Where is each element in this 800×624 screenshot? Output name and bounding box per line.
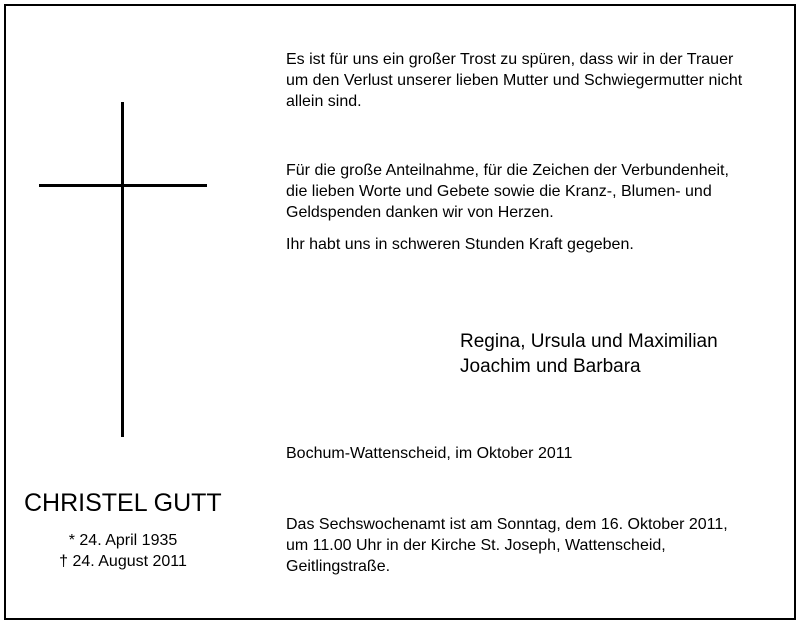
- thanks-paragraph-3: [286, 234, 634, 255]
- death-date: † 24. August 2011: [59, 553, 187, 570]
- text-line: die lieben Worte und Gebete sowie die Kranz-, Blumen- und: [286, 183, 712, 200]
- signatory-line: Joachim und Barbara: [460, 356, 641, 377]
- text-line: Für die große Anteilnahme, für die Zeichen der Verbundenheit,: [286, 162, 729, 179]
- thanks-paragraph-1: [286, 49, 742, 112]
- text-line: Es ist für uns ein großer Trost zu spüren, dass wir in der Trauer: [286, 51, 734, 68]
- cross-horizontal-beam: [39, 184, 207, 187]
- text-line: allein sind.: [286, 93, 362, 110]
- signatories: [460, 329, 718, 379]
- text-line: Ihr habt uns in schweren Stunden Kraft gegeben.: [286, 236, 634, 253]
- birth-date: * 24. April 1935: [68, 532, 178, 549]
- signatory-line: Regina, Ursula und Maximilian: [460, 331, 718, 352]
- service-notice: [286, 514, 728, 577]
- place-date-line: Bochum-Wattenscheid, im Oktober 2011: [286, 445, 573, 462]
- text-line: um 11.00 Uhr in der Kirche St. Joseph, Wattenscheid,: [286, 537, 666, 554]
- text-line: Das Sechswochenamt ist am Sonntag, dem 16. Oktober 2011,: [286, 516, 728, 533]
- text-line: Geldspenden danken wir von Herzen.: [286, 204, 554, 221]
- text-line: Geitlingstraße.: [286, 558, 391, 575]
- text-line: um den Verlust unserer lieben Mutter und Schwiegermutter nicht: [286, 72, 743, 89]
- deceased-name: CHRISTEL GUTT: [24, 489, 222, 517]
- thanks-paragraph-2: [286, 160, 729, 223]
- cross-vertical-beam: [121, 102, 124, 437]
- place-and-date: [286, 443, 572, 464]
